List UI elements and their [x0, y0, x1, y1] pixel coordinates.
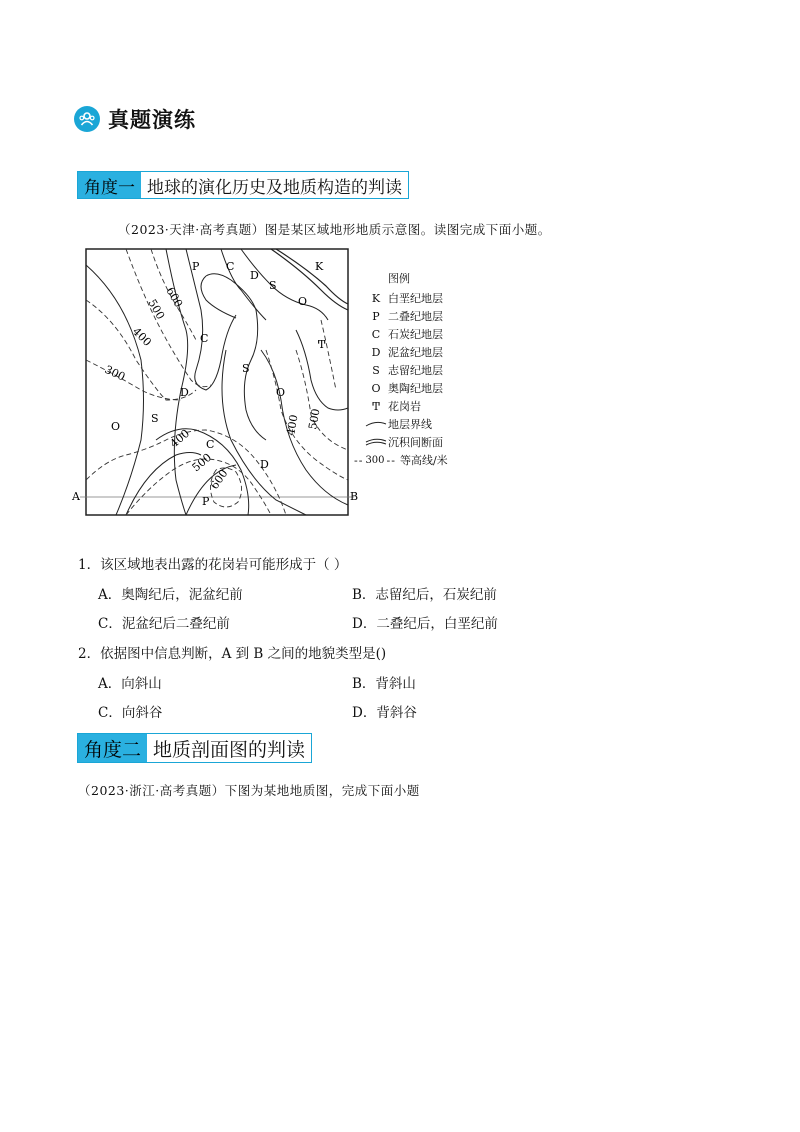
legend-item: D 泥盆纪地层	[371, 345, 443, 359]
option-d: D．二叠纪后，白垩纪前	[352, 616, 498, 632]
stratum-label: D	[250, 269, 259, 282]
legend-title: 图例	[388, 272, 410, 285]
option-a: A．奥陶纪后，泥盆纪前	[98, 587, 243, 603]
stratum-label: C	[200, 332, 209, 345]
contour-label: 400	[167, 426, 193, 451]
contour-label: 400	[284, 413, 301, 437]
stratum-label: K	[315, 260, 324, 273]
angle-tag: 角度一	[78, 172, 141, 198]
legend-item: K 白垩纪地层	[371, 291, 443, 305]
stratum-label: S	[269, 279, 277, 292]
granite-symbol: Ͳ	[318, 338, 326, 351]
angle-two-banner	[77, 733, 312, 763]
stratum-label: P	[192, 260, 200, 273]
angle-text: 地质剖面图的判读	[147, 734, 311, 762]
source-line-2: （2023·浙江·高考真题）下图为某地地质图，完成下面小题	[78, 783, 420, 798]
stratum-label: C	[226, 260, 235, 273]
option-c: C．向斜谷	[98, 705, 163, 721]
stratum-label: S	[242, 362, 250, 375]
legend-item: C 石炭纪地层	[371, 327, 443, 341]
section-heading	[74, 103, 196, 135]
option-b: B．背斜山	[352, 676, 416, 692]
contour-label: 500	[306, 407, 323, 431]
source-line-1: （2023·天津·高考真题）图是某区域地形地质示意图。读图完成下面小题。	[118, 222, 551, 237]
contour-label: 500	[189, 450, 215, 475]
contour-label: 500	[145, 297, 168, 322]
contour-label: 600	[207, 467, 231, 492]
legend-item: 地层界线	[364, 416, 432, 432]
map-point-a: A	[72, 490, 80, 503]
contour-label: 300	[102, 362, 128, 384]
map-legend	[354, 270, 464, 470]
legend-item: S 志留纪地层	[372, 363, 443, 377]
legend-item: Ͳ 花岗岩	[372, 399, 421, 413]
stratum-label: P	[202, 495, 210, 508]
stratum-label: O	[298, 295, 308, 308]
legend-item: -- 300 -- 等高线/米	[354, 453, 448, 467]
option-b: B．志留纪后，石炭纪前	[352, 587, 497, 603]
stratum-label: D	[180, 386, 189, 399]
section-title: 真题演练	[108, 108, 196, 132]
stratum-label: O	[111, 420, 121, 433]
question-2-stem: 2．依据图中信息判断，A 到 B 之间的地貌类型是()	[78, 646, 387, 662]
map-point-b: B	[350, 490, 359, 503]
geologic-map	[66, 240, 466, 525]
stratum-label: S	[151, 412, 159, 425]
legend-item: P 二叠纪地层	[372, 309, 443, 323]
option-a: A．向斜山	[98, 676, 162, 692]
angle-one-banner	[77, 171, 409, 199]
question-1-stem: 1．该区域地表出露的花岗岩可能形成于（ ）	[78, 557, 348, 573]
angle-text: 地球的演化历史及地质构造的判读	[141, 172, 408, 198]
stratum-label: D	[260, 458, 269, 471]
stratum-label: C	[206, 438, 215, 451]
legend-item: O 奥陶纪地层	[371, 381, 443, 395]
contour-label: 600	[163, 285, 186, 310]
people-icon	[74, 106, 100, 132]
option-d: D．背斜谷	[352, 705, 417, 721]
stratum-label: O	[276, 386, 286, 399]
angle-tag: 角度二	[78, 734, 147, 762]
legend-item: 沉积间断面	[364, 434, 443, 450]
contour-label: 400	[129, 324, 154, 349]
option-c: C．泥盆纪后二叠纪前	[98, 616, 230, 632]
